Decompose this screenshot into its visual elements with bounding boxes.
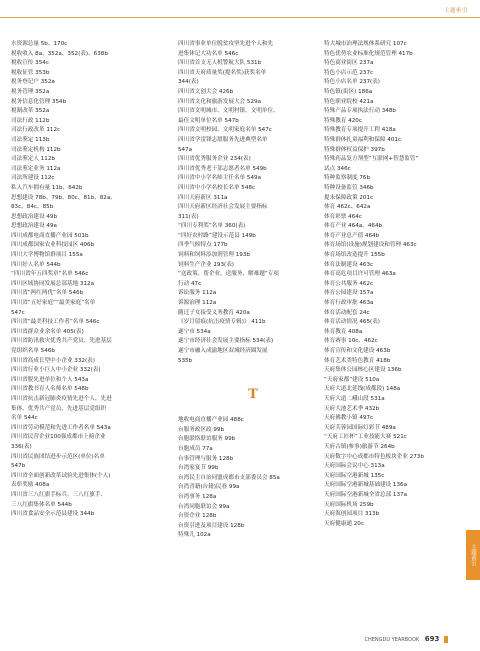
index-entry: 特种设备监管 346b bbox=[324, 184, 374, 191]
index-entry: 私人汽车拥有量 11b、642b bbox=[11, 184, 83, 191]
index-entry: 试点 346c bbox=[324, 165, 351, 172]
index-entry: 遂宁市融入成渝地区双城经济圈发展 bbox=[178, 348, 268, 354]
index-entry: 税收收入 8a、352a、352(表)、638b bbox=[11, 50, 108, 57]
index-entry: 三八红旗集体名单 544b bbox=[11, 501, 72, 508]
index-entry: 四川成都电商直播产业园 501b bbox=[11, 232, 89, 239]
index-entry: 四季气候特点 177b bbox=[178, 242, 228, 249]
index-column-1 bbox=[11, 40, 171, 520]
index-entry: 特色商业街区 237a bbox=[324, 60, 374, 67]
index-entry: “四好农村路”建设示范县 149b bbox=[178, 232, 256, 239]
index-entry: 四川省中小学名校长名单 548c bbox=[178, 184, 256, 191]
index-entry: 四川省“最美科技工作者”名单 546c bbox=[11, 319, 100, 326]
index-entry: 特大城市治理法规体系研究 107c bbox=[324, 41, 407, 47]
index-entry: 四川省三八红旗手标兵、三八红旗手、 bbox=[11, 491, 107, 498]
index-column-2 bbox=[178, 40, 328, 541]
index-entry: 四川省优秀服务企业 234(表) bbox=[178, 156, 251, 163]
index-entry: 311(表) bbox=[178, 213, 199, 220]
index-entry: 随迁子女接受义务教育 420a bbox=[178, 309, 250, 316]
index-entry: 体育艺术类特色教育 418b bbox=[324, 357, 391, 364]
index-entry: 体育公园建设 157a bbox=[324, 290, 374, 297]
index-entry: 四川省教书育人名师名单 548b bbox=[11, 386, 89, 393]
index-entry: “天府家都”建设 510a bbox=[324, 376, 380, 383]
index-entry: 集体、优秀共产党员、先进基层党组织 bbox=[11, 405, 107, 412]
index-entry: 名单 544c bbox=[11, 415, 38, 422]
page-number: 693 bbox=[424, 635, 440, 643]
index-entry: 四川省脱先进单位和个人 543a bbox=[11, 376, 89, 383]
index-entry: 特殊教育 420c bbox=[324, 117, 362, 124]
index-entry: 天府集体公园核心区建设 136b bbox=[324, 367, 402, 374]
index-entry: 天府国际会议中心 313a bbox=[324, 463, 385, 470]
index-entry: 四川省事业单位脱贫攻坚先进个人和先 bbox=[178, 41, 274, 47]
header-rule bbox=[0, 17, 480, 18]
index-entry: 四川省文创大会 426b bbox=[178, 88, 234, 95]
index-entry: 四川省民营企业100强成都市上榜企业 bbox=[11, 434, 106, 441]
index-entry: “四川专利奖”名单 360(表) bbox=[178, 223, 246, 230]
index-entry: 台湾同胞联谊会 99a bbox=[178, 503, 230, 510]
index-entry: 司法所建设 112c bbox=[11, 175, 55, 182]
index-entry: 体育彩票 464c bbox=[324, 213, 362, 220]
index-entry: 体育场馆改造提升 155b bbox=[324, 252, 385, 259]
index-entry: 天府数字中心成都市特色板块企业 273b bbox=[324, 453, 424, 460]
index-entry: 四川省高成长型中小企业 332(表) bbox=[11, 357, 95, 364]
index-entry: 天府芙蓉园国际灯彩节 489a bbox=[324, 424, 396, 431]
index-entry: 体育赛事 10c、462c bbox=[324, 338, 378, 345]
index-entry: 体育活动配套 24c bbox=[324, 309, 370, 316]
index-entry: 司法鉴定人 112b bbox=[11, 156, 55, 163]
index-entry: 天府大池艺术季 432b bbox=[324, 405, 380, 412]
index-entry: 四川省“两红两优”名单 546b bbox=[11, 290, 84, 297]
index-entry: 司法鉴定业务 112a bbox=[11, 165, 61, 172]
index-entry: 体育教育 408a bbox=[324, 328, 363, 335]
index-entry: 547a bbox=[178, 146, 193, 153]
index-entry: 台资引进及项目建设 128b bbox=[178, 522, 245, 529]
index-entry: 台资企业 128b bbox=[178, 513, 217, 520]
index-entry: 天府国际空港新城基础建设 136a bbox=[324, 482, 408, 489]
index-entry: 四川大学博物馆群项目 155a bbox=[11, 252, 83, 259]
index-entry: 台湾家宴节 99b bbox=[178, 465, 219, 472]
index-entry: 336(表) bbox=[11, 443, 32, 450]
index-entry: 台湾民主自治同盟成都市支部委员会 85a bbox=[178, 474, 280, 481]
index-entry: 体育高危项目许可管理 463a bbox=[324, 271, 396, 278]
index-entry: 提未保障政策 201c bbox=[324, 194, 374, 201]
index-entry: 四川成都国家农业科技园区 406b bbox=[11, 242, 95, 249]
header-section-label: 主题索引 bbox=[443, 8, 468, 14]
index-entry: 表彰奖励 408a bbox=[11, 482, 50, 489]
index-entry: 台胞联络联谊服务 99b bbox=[178, 436, 236, 443]
index-entry: 特殊药品复方剂型“互联网+智慧监管” bbox=[324, 156, 419, 163]
index-entry: 遂宁市经济社会发展主要指标 534(表) bbox=[178, 338, 274, 345]
index-entry: “天府工匠杯”工业技能大赛 521c bbox=[324, 434, 407, 441]
index-entry: 特色小店名单 237(表) bbox=[324, 79, 380, 86]
index-entry: 进集体记大功名单 546c bbox=[178, 50, 239, 57]
index-entry: 特色优势农业标准化规范管理 417b bbox=[324, 50, 413, 57]
index-entry: 台湾青籍(台籍)民眷 99a bbox=[178, 484, 240, 491]
index-entry: 台事管理与服务 128b bbox=[178, 455, 234, 462]
index-entry: 思想政治建设 49a bbox=[11, 223, 57, 230]
index-entry: 四川省民族团结进步示范区(单位)名单 bbox=[11, 453, 105, 460]
index-entry: 思想建设 78b、79b、80c、81b、82a、 bbox=[11, 194, 116, 201]
index-entry: 饲料和饲料添加剂管理 193b bbox=[178, 252, 250, 259]
index-entry: 税制改革 352a bbox=[11, 108, 50, 115]
index-entry: “四川省年五四奖章”名单 546c bbox=[11, 271, 89, 278]
index-entry: 党组织名单 546b bbox=[11, 348, 55, 354]
index-entry: 四川天府新区 311a bbox=[178, 194, 228, 201]
index-entry: 特色职业院校 421a bbox=[324, 98, 374, 105]
index-entry: 税收征管 353b bbox=[11, 69, 50, 76]
index-entry: 特殊群体权益保护 397b bbox=[324, 146, 385, 153]
index-entry: 四川省食品安全示范县建设 344b bbox=[11, 511, 95, 518]
index-entry: 天府健康通 20c bbox=[324, 520, 364, 527]
index-entry: 税务登记户 352a bbox=[11, 79, 55, 86]
index-entry: 体育产业 464a、464b bbox=[324, 223, 383, 230]
index-entry: 547b bbox=[11, 463, 26, 470]
index-entry: 四川省天府质量奖(提名奖)获奖名单 bbox=[178, 69, 267, 76]
index-entry: 遂宁市 534a bbox=[178, 328, 211, 335]
index-entry: 535b bbox=[178, 357, 193, 364]
index-entry: 四川省中小学名师主任名单 549a bbox=[178, 175, 262, 182]
index-entry: 体育活动情况 465(表) bbox=[324, 319, 380, 326]
index-entry: 四川省首支无人机警航大队 531b bbox=[178, 60, 262, 67]
footer-yearbook: CHENGDU YEARBOOK bbox=[364, 637, 420, 643]
index-entry: 四川省文明城市、文明村镇、文明单位、 bbox=[178, 108, 279, 115]
index-entry: 特色小店示范 237c bbox=[324, 69, 374, 76]
index-entry: 天府国际空港新城 135c bbox=[324, 472, 385, 479]
index-entry: 体育行政审批 463a bbox=[324, 300, 374, 307]
index-entry: 税收宣传 354c bbox=[11, 60, 49, 67]
index-entry: 天府大道北延线(成都段) 148a bbox=[324, 386, 401, 393]
index-entry: 83c、84c、85b bbox=[11, 204, 54, 211]
index-entry: 四川好人名单 544b bbox=[11, 261, 61, 268]
index-entry: 诉源治理 112a bbox=[178, 300, 217, 307]
index-entry: 地收电商直播产业园 488c bbox=[178, 417, 244, 424]
index-entry: 诉讼服务 112a bbox=[178, 290, 217, 297]
index-entry: 特殊教育专项提升工程 418a bbox=[324, 127, 396, 134]
index-entry: 天府佛教小镇 497c bbox=[324, 415, 374, 422]
index-entry: 四川省劳动模范和先进工作者名单 543a bbox=[11, 424, 111, 431]
index-entry: 天府海创园项目 313b bbox=[324, 511, 380, 518]
section-letter: T bbox=[248, 387, 258, 403]
index-entry: 344(表) bbox=[178, 79, 199, 86]
index-entry: 体育法制建设 463c bbox=[324, 261, 374, 268]
index-entry: 体育宣传和文化建设 463b bbox=[324, 348, 391, 354]
page-footer bbox=[364, 635, 448, 643]
index-entry: 行动 47c bbox=[178, 280, 202, 287]
index-entry: 特殊群体扎童福利和保障 401c bbox=[324, 136, 402, 143]
index-entry: 四川省“五好家庭”“最美家庭”名单 bbox=[11, 300, 96, 307]
index-entry: 四川省文明校园、文明家庭名单 547c bbox=[178, 127, 272, 134]
index-entry: 体育公共服务 462c bbox=[324, 280, 374, 287]
index-entry: 司法行政 112b bbox=[11, 117, 50, 124]
index-entry: 台胞成员 77a bbox=[178, 445, 213, 452]
index-entry: 特殊儿 102a bbox=[178, 532, 211, 539]
index-entry: 四川区域协同发展总部基地 312a bbox=[11, 280, 95, 287]
index-entry: 思想政治建设 49b bbox=[11, 213, 58, 220]
index-entry: 台服务政区政 99b bbox=[178, 426, 225, 433]
index-entry: 天府国际空港新城全省总部 137a bbox=[324, 491, 408, 498]
index-entry: 《岁月留痕(抗击疫情专辑)》 411b bbox=[178, 319, 266, 326]
index-entry: 天府大道二峨山段 531a bbox=[324, 395, 385, 402]
index-entry: 司法鉴定机构 112b bbox=[11, 146, 61, 153]
index-column-2-top bbox=[178, 40, 328, 366]
index-entry: 特殊产品专项执法行动 348b bbox=[324, 108, 396, 115]
index-entry: 四川省全面创新改革试验先进集体(个人) bbox=[11, 472, 111, 479]
index-entry: 547c bbox=[11, 309, 25, 316]
side-tab-label: 主题索引 bbox=[466, 530, 480, 580]
index-entry: 四川省群众业余名单 405(表) bbox=[11, 328, 84, 335]
page-marker bbox=[444, 636, 448, 643]
index-entry: 四川省行业小巨人中小企业 332(表) bbox=[11, 367, 101, 374]
index-entry: 司法行政改革 112c bbox=[11, 127, 61, 134]
index-entry: 特色镇(街区) 186a bbox=[324, 88, 373, 95]
index-entry: 司法鉴定 113b bbox=[11, 136, 50, 143]
index-entry: “送政策、帮企业、送服务、解难题”专项 bbox=[178, 271, 279, 278]
index-entry: 四川省学雷锋志愿服务先进典型名单 bbox=[178, 136, 268, 143]
index-column-3 bbox=[324, 40, 472, 529]
index-entry: 税务信息化管理 354b bbox=[11, 98, 67, 105]
index-entry: 体育产业总产值 464b bbox=[324, 232, 380, 239]
index-entry: 体育场馆(设施)规划建设和管理 463c bbox=[324, 242, 417, 249]
index-entry: 税务管理 352a bbox=[11, 88, 50, 95]
index-entry: 天府古镇(参事)旅游节 264b bbox=[324, 443, 395, 450]
index-entry: 台湾事务 128a bbox=[178, 493, 217, 500]
index-entry: 最佳文明单位名单 547b bbox=[178, 117, 239, 124]
index-column-2-bottom bbox=[178, 416, 328, 541]
index-entry: 饲料生产企业 193(表) bbox=[178, 261, 234, 268]
index-entry: 四川省防汛救灾优秀共产党员、先进基层 bbox=[11, 338, 112, 345]
index-entry: 体育 462c、642a bbox=[324, 204, 371, 211]
index-entry: 四川省抗击新冠肺炎疫情先进个人、先进 bbox=[11, 395, 112, 402]
index-entry: 四川省优秀老干部志愿者名单 549b bbox=[178, 165, 267, 172]
index-entry: 四川天府新区经济社会发展主要指标 bbox=[178, 204, 268, 211]
index-entry: 四川省文化和旅游发展大会 529a bbox=[178, 98, 262, 105]
index-entry: 特种监察制度 76b bbox=[324, 175, 371, 182]
index-entry: 天府国际机场 259b bbox=[324, 501, 374, 508]
index-entry: 水资源总量 5b、170c bbox=[11, 41, 68, 47]
